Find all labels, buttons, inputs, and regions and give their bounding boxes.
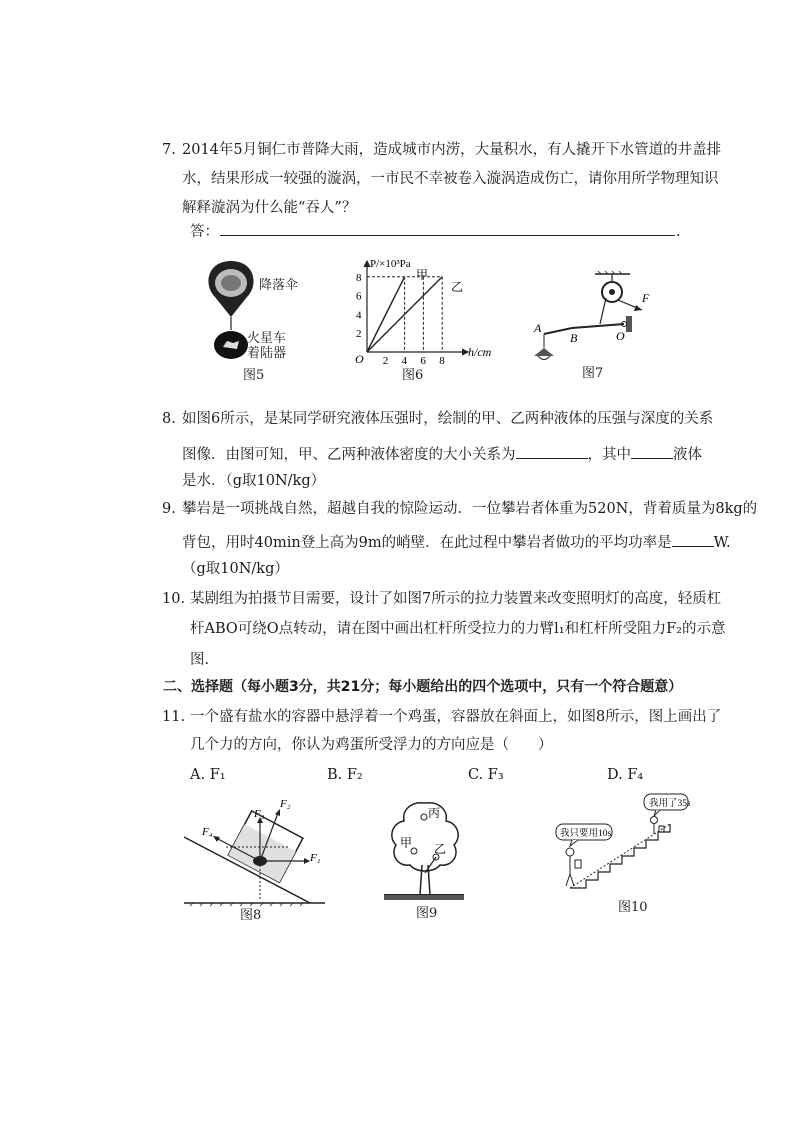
x-axis-label: h/cm <box>468 345 492 359</box>
figure-6 <box>350 255 510 385</box>
origin-label: O <box>355 352 364 366</box>
q7-number: 7. <box>162 142 176 158</box>
label-o: O <box>616 329 625 343</box>
person-bottom-icon <box>566 848 581 886</box>
label-b: B <box>570 331 578 345</box>
q11-option-c[interactable]: C. F₃ <box>468 767 504 783</box>
q11-number: 11. <box>162 709 186 725</box>
q8-line-2 <box>182 444 702 463</box>
figure-7 <box>530 270 660 385</box>
q7-answer-label: 答： <box>190 224 219 240</box>
force-f2-label: F₂ <box>280 798 291 810</box>
series-label-jia: 甲 <box>416 268 429 282</box>
q8-blank-water[interactable] <box>631 444 673 459</box>
q9-number: 9. <box>162 501 176 517</box>
x-tick-label: 2 <box>382 355 389 367</box>
x-tick-label: 6 <box>420 355 426 367</box>
q9-line-2 <box>182 532 731 551</box>
label-f: F <box>642 291 650 305</box>
figure-7-drawing <box>530 270 660 370</box>
q9-line-2-text: 背包，用时40min登上高为9m的峭壁．在此过程中攀岩者做功的平均功率是 <box>182 535 672 551</box>
section-2-heading: 二、选择题（每小题3分，共21分；每小题给出的四个选项中，只有一个符合题意） <box>163 679 683 695</box>
q7-answer-end: . <box>676 224 681 240</box>
q7-line-3: 解释漩涡为什么能“吞人”？ <box>182 200 357 216</box>
label-a: A <box>534 321 542 335</box>
q10-line-3: 图. <box>190 652 210 668</box>
y-tick-label: 6 <box>356 290 362 303</box>
q8-blank-density[interactable] <box>516 444 588 459</box>
q8-line-2-text-b: ，其中 <box>587 447 631 463</box>
figure-5 <box>195 255 305 385</box>
q8-line-1: 如图6所示，是某同学研究液体压强时，绘制的甲、乙两种液体的压强与深度的关系 <box>182 411 714 427</box>
figure-8-caption: 图8 <box>240 908 262 923</box>
bubble-left-text: 我只要用10s <box>560 829 612 839</box>
q8-line-2-text-c: 液体 <box>673 447 702 463</box>
q7-line-2: 水，结果形成一较强的漩涡，一市民不幸被卷入漩涡造成伤亡，请你用所学物理知识 <box>182 171 719 187</box>
pulley-icon <box>602 282 622 302</box>
x-tick-label: 4 <box>401 355 408 367</box>
lander-label-2: 着陆器 <box>247 346 287 361</box>
figure-8 <box>180 795 330 930</box>
q8-number: 8. <box>162 411 176 427</box>
force-f3-label: F₃ <box>254 808 265 820</box>
figure-6-caption: 图6 <box>402 368 424 383</box>
q9-line-3: （g取10N/kg） <box>182 561 289 577</box>
q8-line-2-text-a: 图像．由图可知，甲、乙两种液体密度的大小关系为 <box>182 447 516 463</box>
fruit-label-bing: 丙 <box>428 806 441 820</box>
y-tick-label: 8 <box>356 271 362 284</box>
parachute-icon <box>208 261 253 317</box>
x-tick-label: 8 <box>439 355 445 367</box>
y-axis-label: P/×10³Pa <box>370 258 411 270</box>
q8-line-3: 是水．（g取10N/kg） <box>182 473 326 489</box>
q11-line-1: 一个盛有盐水的容器中悬浮着一个鸡蛋，容器放在斜面上，如图8所示，图上画出了 <box>190 709 722 725</box>
figure-5-drawing <box>195 255 305 385</box>
q9-line-1: 攀岩是一项挑战自然，超越自我的惊险运动．一位攀岩者体重为520N，背着质量为8kg的 <box>182 501 758 517</box>
bubble-top-text: 我用了35s <box>649 799 690 809</box>
q11-option-b[interactable]: B. F₂ <box>327 767 363 783</box>
q10-line-2: 杆ABO可绕O点转动，请在图中画出杠杆所受拉力的力臂l₁和杠杆所受阻力F₂的示意 <box>190 621 726 637</box>
parachute-label: 降落伞 <box>259 278 299 293</box>
force-f4-label: F₄ <box>202 826 213 838</box>
q9-blank-power[interactable] <box>672 532 714 547</box>
q9-unit: W. <box>713 535 731 551</box>
q10-number: 10. <box>162 591 186 607</box>
y-tick-label: 2 <box>356 328 362 341</box>
q11-option-a[interactable]: A. F₁ <box>190 767 226 783</box>
figure-10 <box>550 788 690 918</box>
q11-line-2: 几个力的方向，你认为鸡蛋所受浮力的方向应是（ ） <box>190 737 553 753</box>
lamp-icon <box>534 348 554 360</box>
lander-icon <box>214 331 248 359</box>
person-top-icon <box>651 817 665 835</box>
figure-9-drawing <box>380 795 470 910</box>
series-label-yi: 乙 <box>451 280 464 294</box>
figure-8-drawing <box>180 795 330 913</box>
figure-5-caption: 图5 <box>243 368 265 383</box>
q7-line-1: 2014年5月铜仁市普降大雨，造成城市内涝，大量积水，有人撬开下水管道的井盖排 <box>182 142 722 158</box>
figure-6-chart <box>350 255 510 370</box>
force-f1-label: F₁ <box>310 852 321 864</box>
figure-10-caption: 图10 <box>618 900 648 915</box>
figure-9 <box>380 795 470 930</box>
figure-9-caption: 图9 <box>416 906 438 921</box>
q7-answer-line <box>220 235 675 236</box>
series-line-甲 <box>367 277 405 352</box>
figure-10-drawing <box>550 788 690 898</box>
lander-label-1: 火星车 <box>247 331 287 346</box>
y-tick-label: 4 <box>356 309 362 322</box>
q10-line-1: 某剧组为拍摄节目需要，设计了如图7所示的拉力装置来改变照明灯的高度，轻质杠 <box>190 591 722 607</box>
fruit-label-jia: 甲 <box>400 836 413 850</box>
q11-option-d[interactable]: D. F₄ <box>607 767 644 783</box>
figure-7-caption: 图7 <box>582 366 604 381</box>
fruit-label-yi: 乙 <box>434 842 447 856</box>
